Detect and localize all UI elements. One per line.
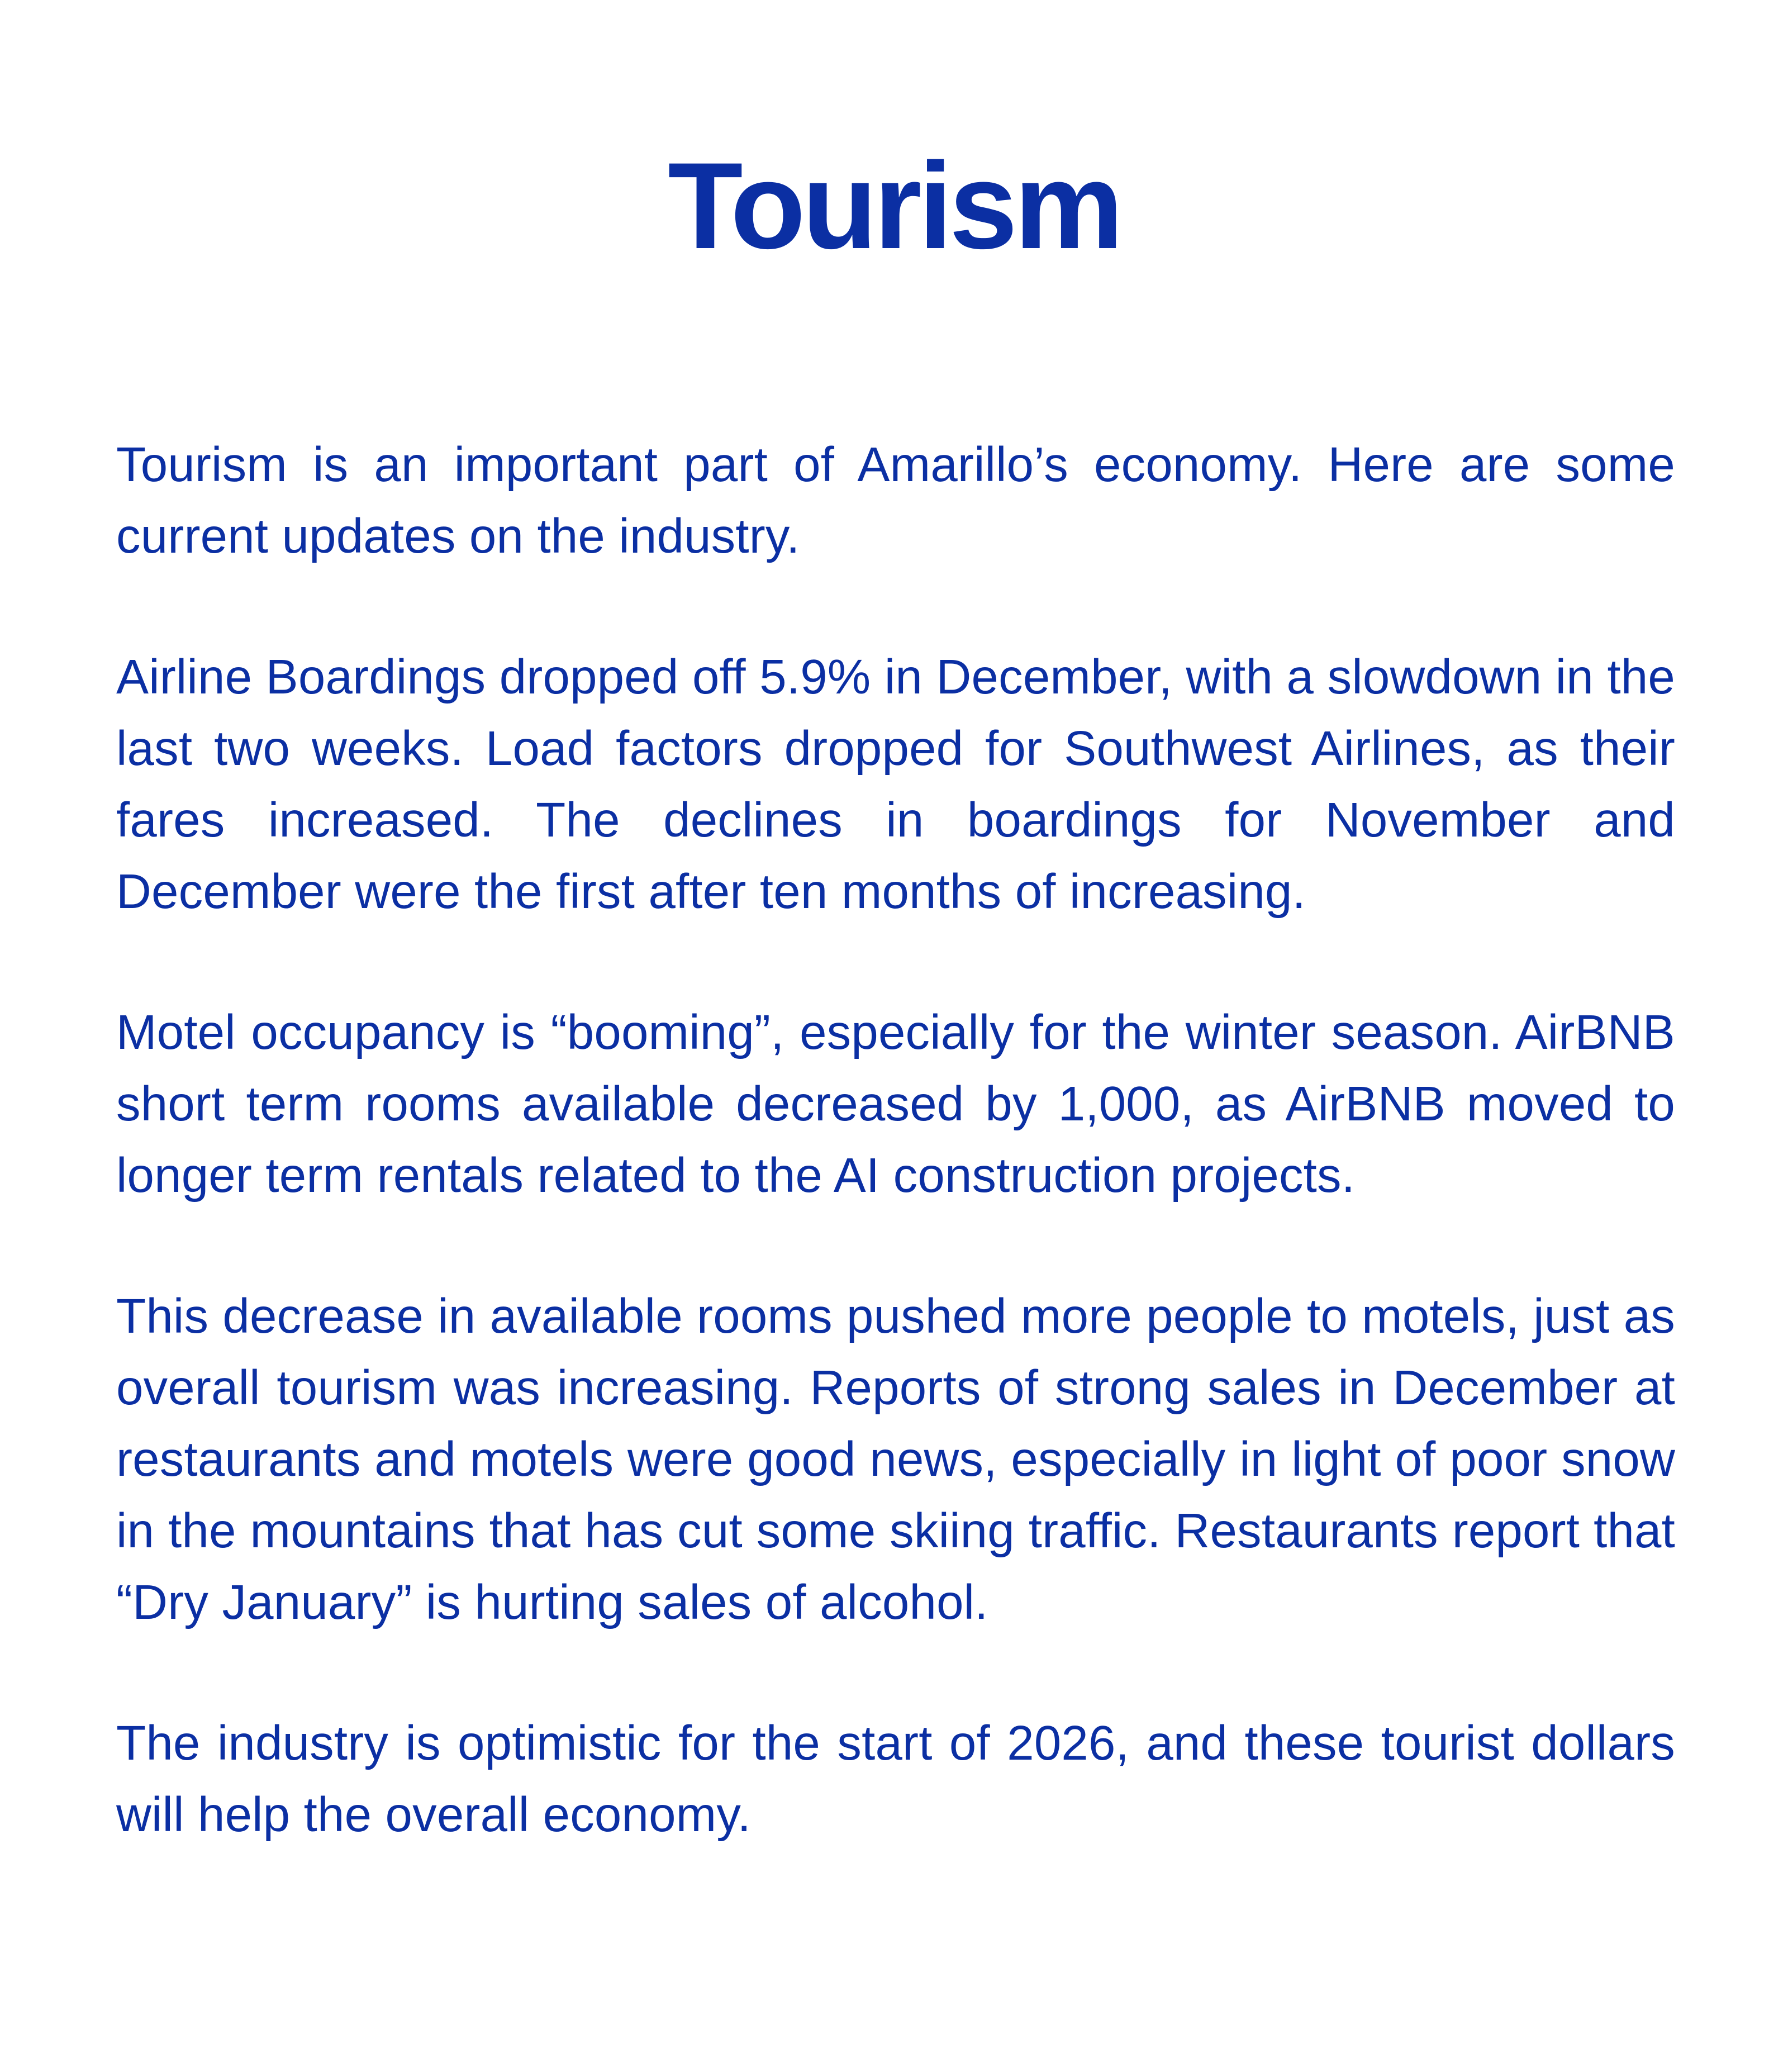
paragraph-motel-occupancy: Motel occupancy is “booming”, especially for the winter season. AirBNB short term rooms available decreased by 1,000, as AirBNB moved to longer term rentals related to the AI construction projects. — [116, 1005, 1675, 1203]
paragraph-available-rooms: This decrease in available rooms pushed more people to motels, just as overall tourism was increasing. Reports of strong sales in December at restaurants and motels were good news, especially in light of poor snow in the mountains that has cut some skiing traffic. Restaurants report that “Dry January” is hurting sales of alcohol. — [116, 1289, 1675, 1629]
paragraph-outlook: The industry is optimistic for the start of 2026, and these tourist dollars will help the overall economy. — [116, 1716, 1675, 1842]
page-title: Tourism — [668, 137, 1120, 274]
document-body — [116, 429, 1675, 1920]
paragraph-intro: Tourism is an important part of Amarillo’s economy. Here are some current updates on the industry. — [116, 438, 1675, 563]
paragraph-airline-boardings: Airline Boardings dropped off 5.9% in December, with a slowdown in the last two weeks. Load factors dropped for Southwest Airlines, as their fares increased. The declines in boardings for November and December were the first after ten months of increasing. — [116, 650, 1675, 919]
